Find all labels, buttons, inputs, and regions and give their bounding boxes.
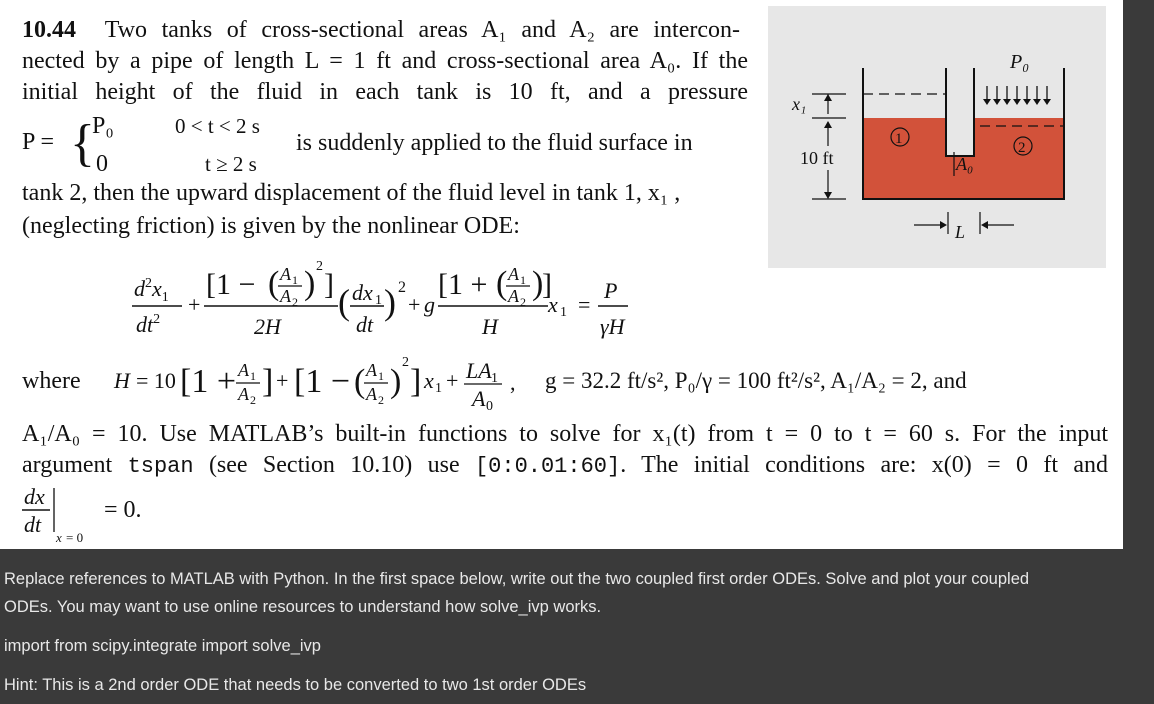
svg-text:dt: dt [356, 312, 374, 337]
svg-text:P: P [604, 278, 618, 303]
problem-text-1: Two tanks of cross-sectional areas A₁ and A₂ are intercon- [104, 17, 740, 43]
piece2-condition: t ≥ 2 s [205, 152, 257, 176]
svg-text:H: H [114, 368, 130, 393]
svg-text:2: 2 [398, 279, 406, 296]
svg-text:+: + [188, 292, 201, 317]
svg-text:]: ] [324, 268, 334, 301]
instruction-import: import from scipy.integrate import solve_ivp [4, 637, 321, 655]
svg-text:0: 0 [486, 399, 493, 414]
svg-text:= 10: = 10 [136, 368, 176, 393]
svg-text:[1 +: [1 + [438, 268, 488, 301]
svg-text:+: + [276, 368, 289, 393]
h-definition-tail: g = 32.2 ft/s², P₀/γ = 100 ft²/s², A₁/A₂ = 2, and [545, 368, 967, 393]
svg-text:= 0: = 0 [66, 530, 84, 545]
svg-text:1: 1 [250, 369, 256, 383]
svg-text:1: 1 [520, 273, 526, 287]
svg-text:d2x1: $d^2x_1$ [134, 276, 169, 305]
instruction-line-2: ODEs. You may want to use online resources to understand how solve_ivp works. [4, 598, 602, 616]
svg-text:dx: dx [24, 484, 45, 509]
problem-number: 10.44 [22, 17, 76, 43]
svg-text:A: A [366, 384, 377, 404]
initial-condition-value: = 0. [104, 497, 142, 523]
svg-text:dt2: $dt^2$ [136, 312, 161, 337]
problem-line-4-tail: is suddenly applied to the fluid surface in [296, 130, 693, 156]
svg-text:(: ( [496, 265, 508, 302]
svg-text:A: A [238, 360, 249, 380]
height-label: 10 ft [800, 148, 834, 168]
svg-text:+: + [408, 292, 421, 317]
problem-line-5: tank 2, then the upward displacement of the fluid level in tank 1, x₁ , [22, 180, 681, 206]
svg-text:A: A [238, 384, 249, 404]
svg-text:g: g [424, 292, 435, 317]
svg-text:): ) [384, 282, 396, 322]
svg-text:A: A [280, 286, 291, 306]
svg-text:A: A [366, 360, 377, 380]
svg-text:x: x [56, 530, 62, 545]
svg-text:dx: dx [352, 280, 373, 305]
svg-text:2: 2 [402, 355, 409, 370]
problem-line-6: (neglecting friction) is given by the nonlinear ODE: [22, 213, 520, 239]
tspan-code: tspan [127, 454, 194, 479]
x1-label: x₁ [792, 94, 807, 114]
svg-text:2: 2 [520, 295, 526, 309]
svg-text:2: 2 [250, 393, 256, 407]
problem-line-1 [22, 16, 740, 44]
piece1-value: P₀ [92, 113, 114, 139]
tank-figure [768, 6, 1106, 268]
svg-text:1: 1 [292, 273, 298, 287]
ode-equation [120, 250, 640, 346]
tspan-text-b: (see Section 10.10) use [208, 452, 460, 478]
piece1-condition: 0 < t < 2 s [175, 114, 260, 138]
tspan-text-a: argument [22, 452, 113, 478]
svg-text:(: ( [354, 363, 366, 400]
svg-text:): ) [304, 265, 316, 302]
svg-text:1: 1 [378, 369, 384, 383]
svg-text:A: A [472, 386, 486, 411]
svg-text:x: x [548, 292, 558, 317]
svg-text:[1 −: [1 − [294, 363, 350, 400]
svg-text:H: H [482, 314, 498, 339]
svg-text:2: 2 [378, 393, 384, 407]
piecewise-brace: { [70, 115, 95, 172]
h-definition [110, 346, 542, 418]
svg-text:[1 −: [1 − [206, 268, 256, 301]
pressure-label: P₀ [1010, 51, 1030, 73]
problem-line-3: initial height of the fluid in each tank is 10 ft, and a pressure [22, 79, 748, 105]
svg-text:[1 +: [1 + [180, 363, 236, 400]
piece2-value: 0 [96, 151, 108, 177]
tspan-text-c: . The initial conditions are: x(0) = 0 ft and [620, 452, 1109, 478]
svg-text:1: 1 [375, 293, 382, 308]
svg-text:LA: LA [466, 358, 492, 383]
svg-text:(: ( [338, 282, 350, 322]
where-label: where [22, 368, 81, 394]
tank1-label: 1 [895, 131, 903, 147]
svg-text:2: 2 [316, 259, 323, 274]
pipe-area-label: A₀ [956, 154, 974, 174]
problem-line-2: nected by a pipe of length L = 1 ft and cross-sectional area A₀. If the [22, 48, 748, 74]
svg-text:1: 1 [491, 371, 498, 386]
svg-text:]: ] [542, 268, 552, 301]
svg-text:1: 1 [435, 381, 442, 396]
tank-diagram [768, 6, 1106, 268]
svg-text:+: + [446, 368, 459, 393]
tank2-label: 2 [1018, 140, 1026, 156]
pressure-label: P = [22, 129, 54, 155]
instruction-line-1: Replace references to MATLAB with Python. In the first space below, write out the two coupled first order ODEs. Solve and plot your coupled [4, 570, 1030, 588]
svg-text:,: , [510, 370, 516, 395]
svg-text:1: 1 [560, 305, 567, 320]
svg-text:x: x [424, 368, 434, 393]
svg-text:A: A [508, 264, 519, 284]
svg-text:2: 2 [292, 295, 298, 309]
svg-text:): ) [390, 363, 402, 400]
svg-text:A: A [508, 286, 519, 306]
svg-text:A: A [280, 264, 291, 284]
problem-line-ratio: A₁/A₀ = 10. Use MATLAB’s built-in functions to solve for x₁(t) from t = 0 to t = 60 s. For the input [22, 421, 1108, 447]
tspan-code-range: [0:0.01:60] [474, 454, 621, 479]
pipe-length-label: L [955, 222, 966, 242]
svg-text:]: ] [262, 363, 274, 400]
svg-text:γH: γH [600, 314, 625, 339]
problem-line-tspan [22, 451, 1108, 481]
svg-text:]: ] [410, 363, 422, 400]
svg-text:dt: dt [24, 512, 42, 537]
svg-text:): ) [532, 265, 544, 302]
svg-text:(: ( [268, 265, 280, 302]
instruction-hint: Hint: This is a 2nd order ODE that needs to be converted to two 1st order ODEs [4, 676, 587, 694]
svg-text:2H: 2H [254, 314, 281, 339]
svg-text:=: = [578, 292, 591, 317]
